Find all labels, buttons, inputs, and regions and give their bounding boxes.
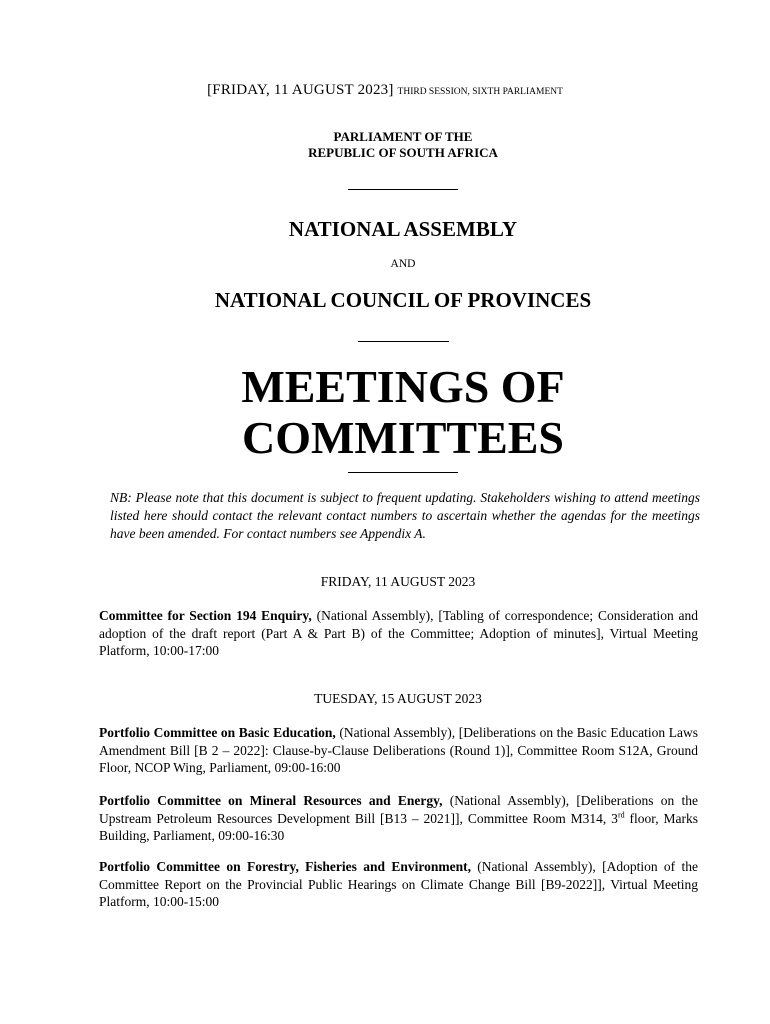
committee-entry (99, 858, 698, 911)
divider-rule (348, 472, 458, 473)
document-header (0, 82, 770, 99)
and-connector: AND (390, 258, 416, 270)
committee-details: (National Assembly), [Adoption of the Committee Report on the Provincial Public Hearings on Climate Change Bill [B9-2022]], Virtual Meeting Platform, 10:00-15:00 (99, 859, 698, 909)
ordinal-suffix: rd (617, 810, 625, 819)
day-heading: TUESDAY, 15 AUGUST 2023 (314, 691, 482, 706)
header-date: [FRIDAY, 11 AUGUST 2023] (207, 82, 394, 98)
page-title (0, 361, 770, 463)
committee-details: (National Assembly), [Tabling of correspondence; Consideration and adoption of the draft report (Part A & Part B) of the Committee; Adoption of minutes], Virtual Meeting Platform, 10:00-17:00 (99, 608, 698, 658)
committee-name: Portfolio Committee on Basic Education, (99, 725, 336, 740)
title-line-1: MEETINGS OF (241, 361, 565, 412)
divider-rule (358, 341, 449, 342)
parliament-line-1: PARLIAMENT OF THE (333, 129, 473, 144)
committee-details-continued: floor, Marks Building, Parliament, 09:00-16:30 (99, 810, 698, 843)
divider-rule (348, 189, 458, 190)
committee-name: Portfolio Committee on Mineral Resources and Energy, (99, 793, 443, 808)
committee-name: Committee for Section 194 Enquiry, (99, 608, 312, 623)
committee-details: (National Assembly), [Deliberations on the Upstream Petroleum Resources Development Bill [B13 – 2021]], Committee Room M314, 3 (99, 793, 699, 826)
ncop-heading: NATIONAL COUNCIL OF PROVINCES (214, 288, 592, 312)
header-session: THIRD SESSION, SIXTH PARLIAMENT (397, 87, 563, 97)
national-assembly-heading: NATIONAL ASSEMBLY (288, 217, 518, 241)
committee-entry (99, 724, 698, 777)
committee-name: Portfolio Committee on Forestry, Fisheries and Environment, (99, 859, 471, 874)
parliament-line-2: REPUBLIC OF SOUTH AFRICA (308, 145, 498, 160)
committee-entry (99, 792, 698, 845)
nb-note: NB: Please note that this document is subject to frequent updating. Stakeholders wishing to attend meetings listed here should contact the relevant contact numbers to ascertain whether the agendas for the meetings have been amended. For contact numbers see Appendix A. (110, 490, 700, 541)
day-heading: FRIDAY, 11 AUGUST 2023 (320, 574, 476, 589)
committee-details: (National Assembly), [Deliberations on the Basic Education Laws Amendment Bill [B 2 – 2022]: Clause-by-Clause Deliberations (Round 1)], Committee Room S12A, Ground Floor, NCOP Wing, Parliament, 09:00-16:00 (99, 725, 698, 775)
parliament-heading (0, 129, 770, 161)
committee-entry (99, 607, 698, 660)
title-line-2: COMMITTEES (241, 412, 565, 463)
